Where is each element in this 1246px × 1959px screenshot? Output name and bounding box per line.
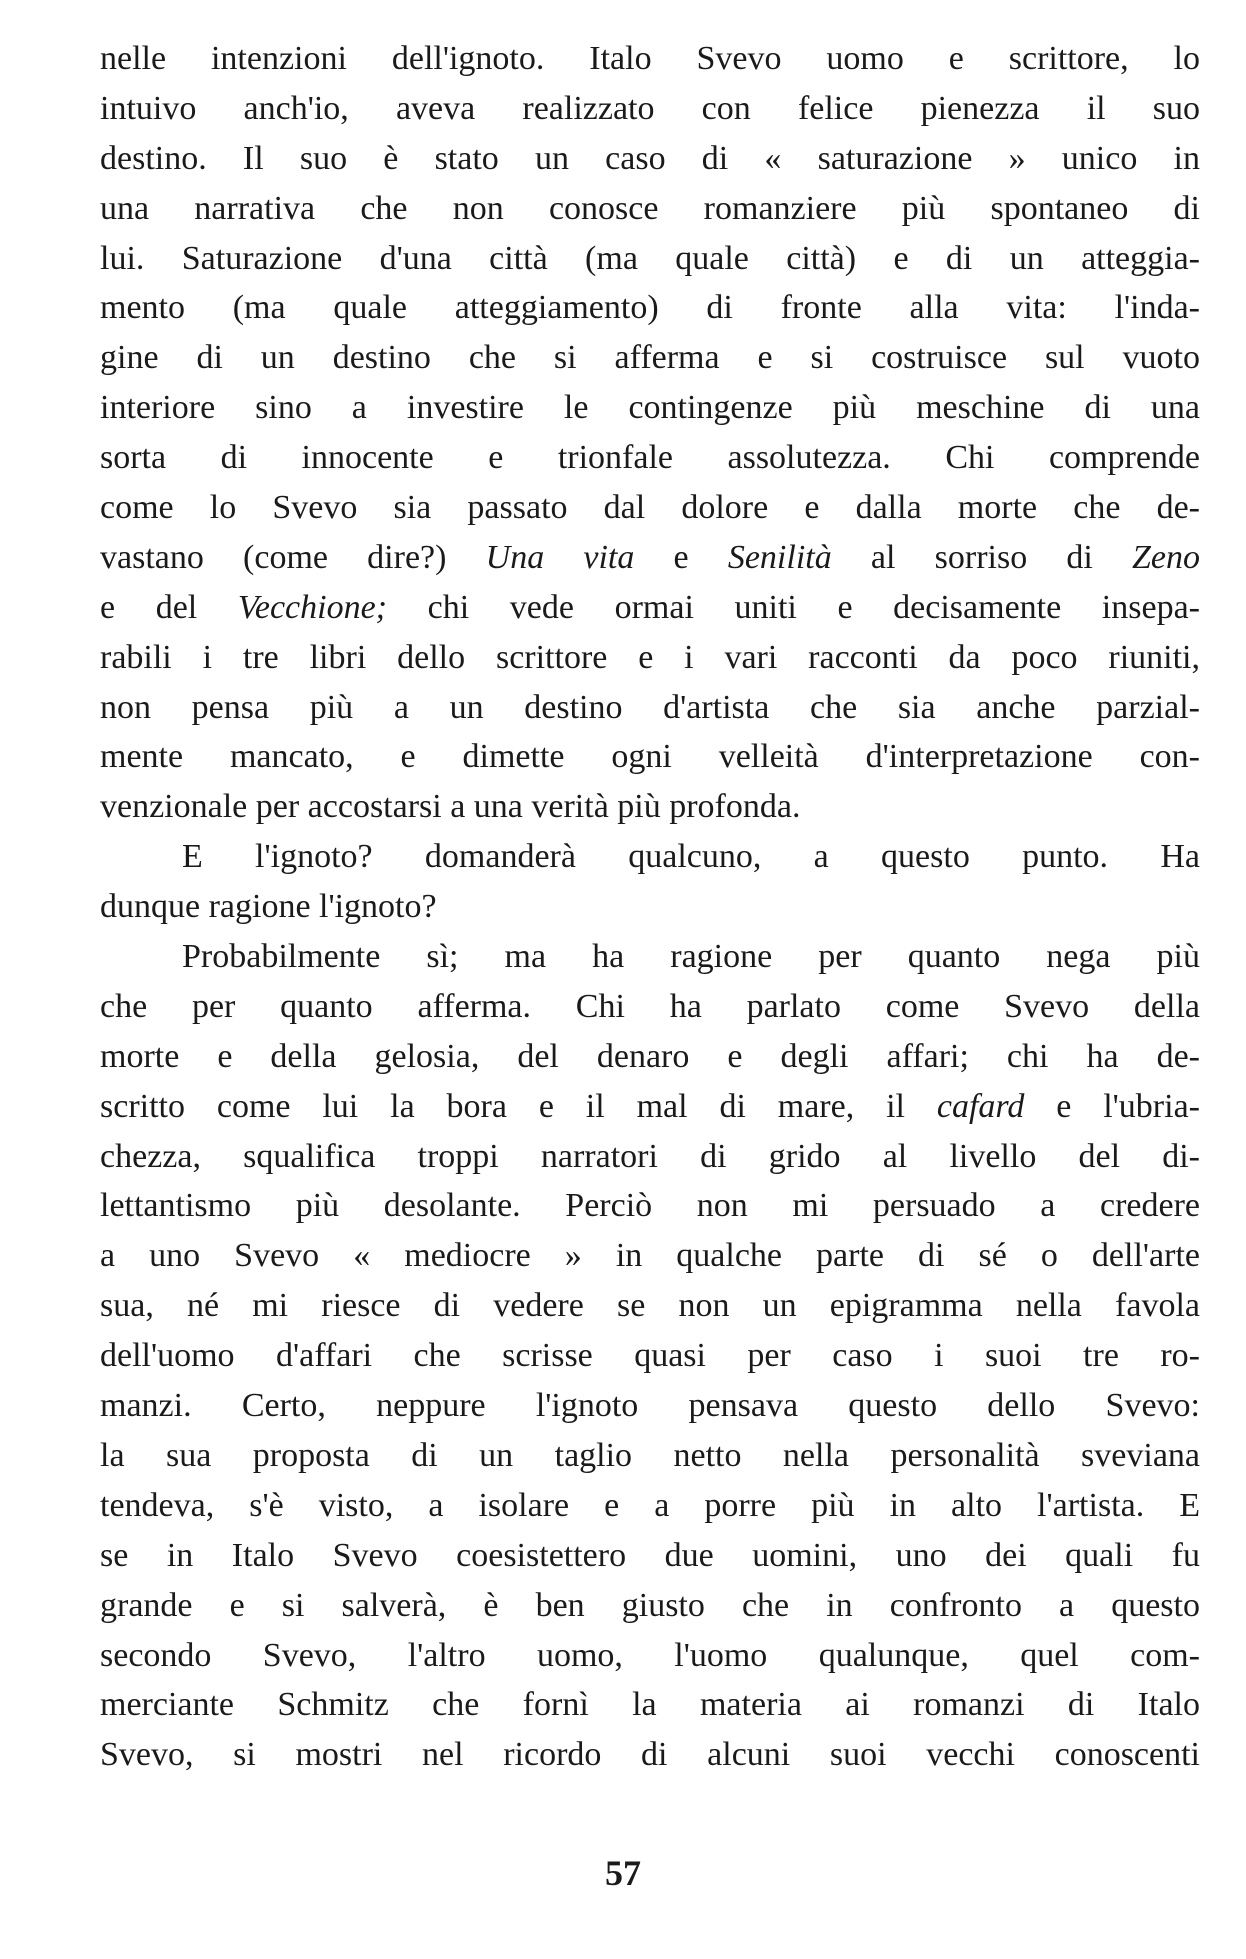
text-segment: manzi. Certo, neppure l'ignoto pensava questo dello Svevo:	[100, 1387, 1200, 1425]
text-line	[100, 882, 1200, 932]
text-segment: una narrativa che non conosce romanziere più spontaneo di	[100, 189, 1200, 227]
text-segment: vastano (come dire?)	[100, 538, 486, 576]
text-segment: interiore sino a investire le contingenze più meschine di una	[100, 389, 1200, 427]
text-segment: gine di un destino che si afferma e si costruisce sul vuoto	[100, 339, 1200, 377]
text-line	[100, 1132, 1200, 1182]
text-line	[100, 932, 1200, 982]
text-line	[100, 1680, 1200, 1730]
text-line	[100, 633, 1200, 683]
italic-title: Zeno	[1132, 538, 1200, 576]
text-segment: come lo Svevo sia passato dal dolore e dalla morte che de-	[100, 489, 1200, 527]
text-segment: nelle intenzioni dell'ignoto. Italo Svevo uomo e scrittore, lo	[100, 40, 1200, 77]
text-segment: Probabilmente sì; ma ha ragione per quanto nega più	[182, 938, 1200, 976]
text-line	[100, 433, 1200, 483]
text-line	[100, 782, 1200, 832]
text-line	[100, 1331, 1200, 1381]
text-line	[100, 1231, 1200, 1281]
text-line	[100, 234, 1200, 284]
text-segment: secondo Svevo, l'altro uomo, l'uomo qualunque, quel com-	[100, 1636, 1200, 1674]
text-line	[100, 1431, 1200, 1481]
text-segment: Svevo, si mostri nel ricordo di alcuni suoi vecchi conoscenti	[100, 1736, 1200, 1774]
text-segment: destino. Il suo è stato un caso di « saturazione » unico in	[100, 139, 1200, 177]
text-line	[100, 383, 1200, 433]
text-segment: e l'ubria-	[1024, 1087, 1200, 1125]
text-line	[100, 333, 1200, 383]
text-line	[100, 533, 1200, 583]
text-segment: morte e della gelosia, del denaro e degli affari; chi ha de-	[100, 1037, 1200, 1075]
text-line	[100, 683, 1200, 733]
text-segment: sua, né mi riesce di vedere se non un epigramma nella favola	[100, 1287, 1200, 1325]
text-line	[100, 1631, 1200, 1681]
text-segment: che per quanto afferma. Chi ha parlato come Svevo della	[100, 987, 1200, 1025]
italic-title: Senilità	[727, 538, 832, 576]
text-segment: dell'uomo d'affari che scrisse quasi per caso i suoi tre ro-	[100, 1337, 1200, 1375]
text-segment: non pensa più a un destino d'artista che sia anche parzial-	[100, 688, 1200, 726]
text-segment: E l'ignoto? domanderà qualcuno, a questo punto. Ha	[182, 838, 1200, 876]
text-line	[100, 184, 1200, 234]
text-line	[100, 1181, 1200, 1231]
text-segment: mento (ma quale atteggiamento) di fronte alla vita: l'inda-	[100, 289, 1200, 327]
page-number: 57	[605, 1853, 641, 1893]
italic-title: Una vita	[485, 538, 635, 576]
text-line	[100, 832, 1200, 882]
italic-title: cafard	[936, 1087, 1025, 1125]
text-segment: intuivo anch'io, aveva realizzato con felice pienezza il suo	[100, 89, 1200, 127]
text-segment: al sorriso di	[831, 538, 1133, 576]
text-segment: scritto come lui la bora e il mal di mare, il	[100, 1087, 937, 1125]
text-line	[100, 134, 1200, 184]
text-segment: rabili i tre libri dello scrittore e i vari racconti da poco riuniti,	[100, 638, 1200, 676]
text-line	[100, 982, 1200, 1032]
text-segment: e del	[100, 588, 238, 626]
text-line	[100, 1281, 1200, 1331]
text-segment: tendeva, s'è visto, a isolare e a porre più in alto l'artista. E	[100, 1486, 1200, 1524]
text-line	[100, 1730, 1200, 1780]
text-line	[100, 732, 1200, 782]
text-line	[100, 1481, 1200, 1531]
text-segment: a uno Svevo « mediocre » in qualche parte di sé o dell'arte	[100, 1237, 1200, 1275]
text-line	[100, 1032, 1200, 1082]
text-segment: lettantismo più desolante. Perciò non mi persuado a credere	[100, 1187, 1200, 1225]
text-segment: chi vede ormai uniti e decisamente insepa-	[387, 588, 1200, 626]
text-line	[100, 34, 1200, 84]
text-segment: lui. Saturazione d'una città (ma quale città) e di un atteggia-	[100, 239, 1200, 277]
body-text	[100, 34, 1200, 1780]
text-segment: venzionale per accostarsi a una verità più profonda.	[100, 788, 801, 826]
text-line	[100, 1381, 1200, 1431]
text-line	[100, 84, 1200, 134]
text-segment: sorta di innocente e trionfale assolutezza. Chi comprende	[100, 439, 1200, 477]
text-segment: la sua proposta di un taglio netto nella personalità sveviana	[100, 1436, 1200, 1474]
text-line	[100, 283, 1200, 333]
text-line	[100, 483, 1200, 533]
text-line	[100, 1581, 1200, 1631]
text-segment: e	[634, 538, 728, 576]
text-segment: grande e si salverà, è ben giusto che in confronto a questo	[100, 1586, 1200, 1624]
text-line	[100, 1082, 1200, 1132]
text-segment: se in Italo Svevo coesistettero due uomini, uno dei quali fu	[100, 1536, 1200, 1574]
text-line	[100, 583, 1200, 633]
italic-title: Vecchione;	[237, 588, 388, 626]
text-segment: merciante Schmitz che fornì la materia ai romanzi di Italo	[100, 1686, 1200, 1724]
text-line	[100, 1531, 1200, 1581]
text-segment: chezza, squalifica troppi narratori di grido al livello del di-	[100, 1137, 1200, 1175]
text-segment: mente mancato, e dimette ogni velleità d'interpretazione con-	[100, 738, 1200, 776]
text-segment: dunque ragione l'ignoto?	[100, 888, 437, 926]
